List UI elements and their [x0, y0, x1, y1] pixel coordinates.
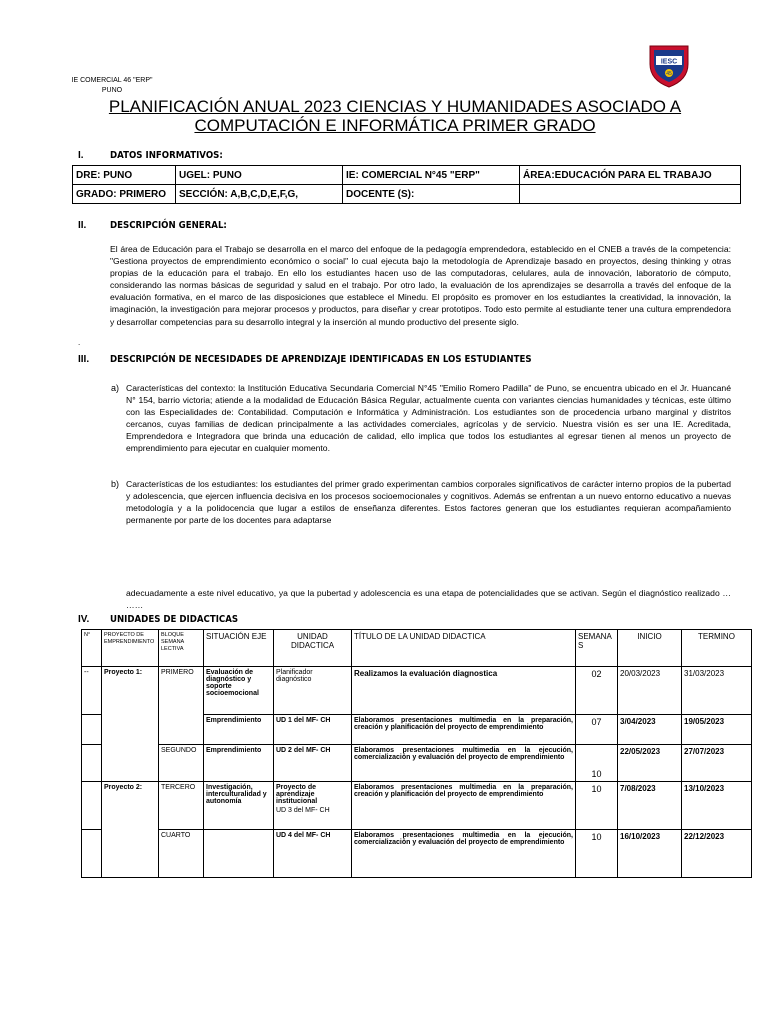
- stray-dot: .: [78, 338, 81, 347]
- title-line-1: PLANIFICACIÓN ANUAL 2023 CIENCIAS Y HUMANIDADES ASOCIADO A: [108, 97, 682, 116]
- info-area: ÁREA:EDUCACIÓN PARA EL TRABAJO: [520, 166, 741, 185]
- row3-situacion: Emprendimiento: [204, 745, 274, 782]
- row2-num: [82, 715, 102, 745]
- row4-termino: 13/10/2023: [682, 782, 752, 830]
- section-3-number: III.: [78, 354, 90, 365]
- row1-semanas: 02: [576, 667, 618, 715]
- header-termino: TERMINO: [682, 630, 752, 667]
- row2-inicio: 3/04/2023: [618, 715, 682, 745]
- row4-unidad: [274, 782, 352, 830]
- header-inicio: INICIO: [618, 630, 682, 667]
- row3-termino: 27/07/2023: [682, 745, 752, 782]
- row4-proyecto: Proyecto 2:: [102, 782, 159, 878]
- row5-inicio: 16/10/2023: [618, 830, 682, 878]
- context-characteristics: Características del contexto: la Institución Educativa Secundaria Comercial N°45 "Emilio Romero Padilla" de Puno, se encuentra ubicado en el Jr. Huancané N° 154, barrio victoria; atiende a la modalidad de Educación Básica Regular, actualmente cuenta con variantes ciencias humanidades y técnicas, este último con las Especialidades de: Contabilidad. Computación e Informática y Administración. Los estudiantes son de procedencia urbano marginal y distritos cercanos, cuyas familias de dedican principalmente a las actividades comerciales, agrícolas y de servicio. Nuestra visión es ser una IE. Acreditada, Emprendedora e Integradora que brinda una educación de calidad, ello implica que todos los estudiantes al egresar tienen al menos un proyecto de emprendimiento para ejecutar en cualquier momento.: [126, 383, 731, 454]
- row1-termino: 31/03/2023: [682, 667, 752, 715]
- item-b-marker: b): [111, 479, 120, 489]
- header-num: N°: [82, 630, 102, 667]
- row2-unidad: UD 1 del MF- CH: [274, 715, 352, 745]
- info-grado: GRADO: PRIMERO: [73, 185, 176, 204]
- row4-semanas: 10: [576, 782, 618, 830]
- table-row: [82, 782, 752, 830]
- units-header-row: [82, 630, 752, 667]
- info-empty: [520, 185, 741, 204]
- general-description: El área de Educación para el Trabajo se desarrolla en el marco del enfoque de la pedagogía emprendedora, establecido en el CNEB a través de la competencia: "Gestiona proyectos de emprendimiento económico o social" lo cual ejecuta bajo la metodología de Aprendizaje basado en proyectos, desing thinking y otras propias de la educación para el trabajo. En ello los estudiantes hacen uso de las computadoras, celulares, aula de innovación, laboratorio de cómputo, considerando las normas básicas de seguridad y salud en el trabajo. Por otro lado, la evaluación de los aprendizajes se desarrolla a través del enfoque de la evaluación formativa, en el marco de las disposiciones que establece el Minedu. El propósito es promover en los estudiantes la creatividad, la innovación, la imaginación, la investigación para mejorar procesos y productos, para diseñar y crear prototipos. Todo esto permite al estudiante tener una cultura emprendedora y desarrollar competencias para su desarrollo integral y la inserción al mundo productivo del presente siglo.: [110, 244, 731, 327]
- row5-termino: 22/12/2023: [682, 830, 752, 878]
- header-semanas: SEMANAS: [576, 630, 618, 667]
- table-row: [82, 667, 752, 715]
- table-row: [82, 745, 752, 782]
- logo-text: IESC: [660, 58, 678, 66]
- row4-num: [82, 782, 102, 830]
- row3-num: [82, 745, 102, 782]
- row3-bloque: SEGUNDO: [159, 745, 204, 782]
- section-2-heading: DESCRIPCIÓN GENERAL:: [110, 220, 227, 231]
- table-row: [82, 830, 752, 878]
- header-situacion: SITUACIÓN EJE: [204, 630, 274, 667]
- section-4-heading: UNIDADES DE DIDACTICAS: [110, 614, 239, 625]
- row1-inicio: 20/03/2023: [618, 667, 682, 715]
- row3-unidad: UD 2 del MF- CH: [274, 745, 352, 782]
- info-ugel: UGEL: PUNO: [176, 166, 343, 185]
- info-table: [72, 165, 741, 204]
- row3-semanas: 10: [576, 745, 618, 782]
- school-line-2: PUNO: [101, 87, 123, 94]
- row4-unidad-project: Proyecto de aprendizaje institucional: [276, 784, 318, 805]
- row5-num: [82, 830, 102, 878]
- row2-situacion: Emprendimiento: [204, 715, 274, 745]
- row4-inicio: 7/08/2023: [618, 782, 682, 830]
- header-proyecto: PROYECTO DE EMPRENDIMIENTO: [102, 630, 159, 667]
- section-2-number: II.: [78, 220, 87, 231]
- section-4-number: IV.: [78, 614, 90, 625]
- info-ie: IE: COMERCIAL N°45 "ERP": [343, 166, 520, 185]
- row1-proyecto: Proyecto 1:: [102, 667, 159, 782]
- section-3-heading: DESCRIPCIÓN DE NECESIDADES DE APRENDIZAJE IDENTIFICADAS EN LOS ESTUDIANTES: [110, 354, 532, 365]
- school-logo: [644, 42, 694, 88]
- row3-titulo: Elaboramos presentaciones multimedia en la ejecución, comercialización y evaluación del proyecto de emprendimiento: [352, 745, 576, 782]
- header-unidad: UNIDAD DIDACTICA: [274, 630, 352, 667]
- row5-semanas: 10: [576, 830, 618, 878]
- school-name: [62, 76, 162, 96]
- row5-situacion: [204, 830, 274, 878]
- row2-semanas: 07: [576, 715, 618, 745]
- row5-unidad: UD 4 del MF- CH: [274, 830, 352, 878]
- info-docente: DOCENTE (S):: [343, 185, 520, 204]
- row1-situacion: Evaluación de diagnóstico y soporte socioemocional: [204, 667, 274, 715]
- page-title: [60, 97, 730, 135]
- row4-unidad-ud: UD 3 del MF- CH: [276, 807, 330, 814]
- row2-titulo: Elaboramos presentaciones multimedia en la preparación, creación y planificación del proyecto de emprendimiento: [352, 715, 576, 745]
- section-1-heading: DATOS INFORMATIVOS:: [110, 150, 223, 161]
- student-characteristics: Características de los estudiantes: los estudiantes del primer grado experimentan cambios corporales significativos de carácter interno propios de la pubertad y adolescencia, que ejercen influencia decisiva en los procesos socioemocionales y cognitivos. Además se enfrentan a un nuevo entorno educativo a nuevas metodología y a la polidocencia que lugar a estilos de enseñanza diferentes. Estos factores generan que los estudiantes requieran acompañamiento permanente por parte de los docentes para adaptarse: [126, 479, 731, 526]
- units-table: [81, 629, 752, 878]
- header-titulo: TÍTULO DE LA UNIDAD DIDACTICA: [352, 630, 576, 667]
- row4-bloque: TERCERO: [159, 782, 204, 830]
- info-seccion: SECCIÓN: A,B,C,D,E,F,G,: [176, 185, 343, 204]
- row4-titulo: Elaboramos presentaciones multimedia en la preparación, creación y planificación del proyecto de emprendimiento: [352, 782, 576, 830]
- info-dre: DRE: PUNO: [73, 166, 176, 185]
- row4-situacion: Investigación, interculturalidad y autonomía: [204, 782, 274, 830]
- logo-small: 45: [666, 71, 672, 77]
- item-a-marker: a): [111, 383, 120, 393]
- header-bloque: BLOQUE SEMANA LECTIVA: [159, 630, 204, 667]
- row1-num: --: [82, 667, 102, 715]
- school-line-1: IE COMERCIAL 46 "ERP": [71, 77, 153, 84]
- section-1-number: I.: [78, 150, 84, 161]
- row5-bloque: CUARTO: [159, 830, 204, 878]
- row2-termino: 19/05/2023: [682, 715, 752, 745]
- title-line-2: COMPUTACIÓN E INFORMÁTICA PRIMER GRADO: [194, 116, 596, 135]
- row1-bloque: PRIMERO: [159, 667, 204, 745]
- row5-titulo: Elaboramos presentaciones multimedia en la ejecución, comercialización y evaluación del proyecto de emprendimiento: [352, 830, 576, 878]
- student-characteristics-continued: adecuadamente a este nivel educativo, ya que la pubertad y adolescencia es una etapa de potencialidades que se activan. Según el diagnóstico realizado … ……: [126, 588, 731, 611]
- row1-unidad: Planificador diagnóstico: [274, 667, 352, 715]
- row1-titulo: Realizamos la evaluación diagnostica: [352, 667, 576, 715]
- row3-inicio: 22/05/2023: [618, 745, 682, 782]
